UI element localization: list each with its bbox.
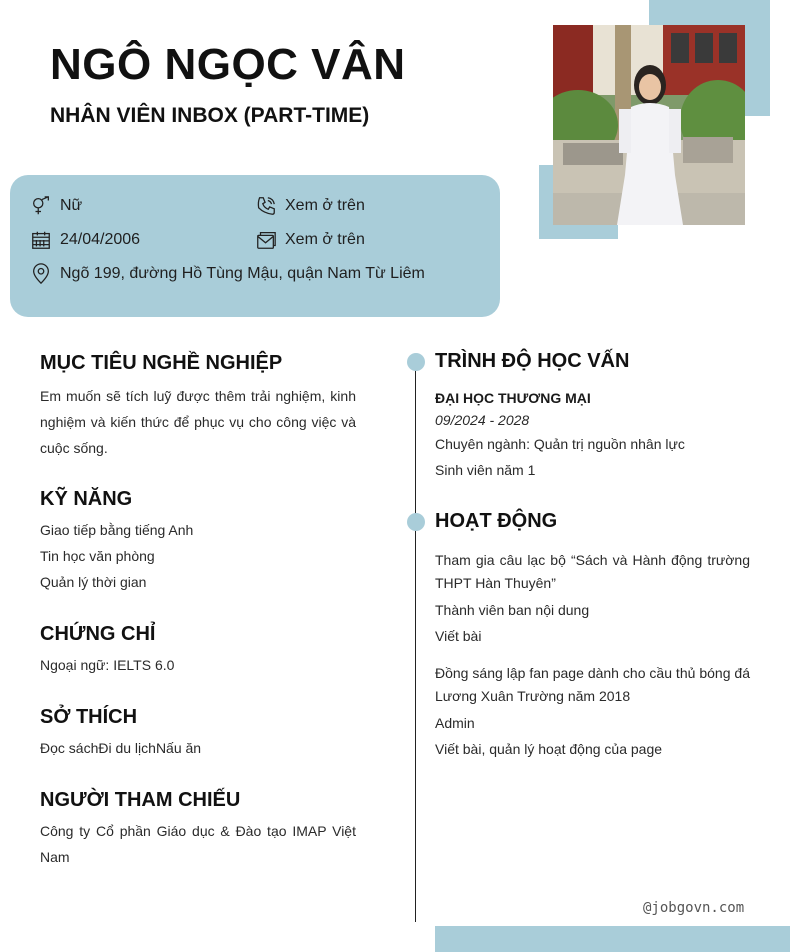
activity-item: [435, 549, 750, 649]
skill-item: Giao tiếp bằng tiếng Anh: [40, 522, 194, 538]
activity-desc: Viết bài: [435, 628, 482, 644]
skills-section: [40, 488, 356, 595]
skills-title: KỸ NĂNG: [40, 488, 133, 510]
certificate-item: Ngoại ngữ: IELTS 6.0: [40, 657, 175, 673]
job-position: NHÂN VIÊN INBOX (PART-TIME): [50, 104, 370, 127]
contact-phone: [255, 195, 365, 217]
objective-text: Em muốn sẽ tích luỹ được thêm trải nghiệm, kinh nghiệm và kiến thức để phục vụ cho công việc và cuộc sống.: [40, 388, 356, 456]
address-value: Ngõ 199, đường Hồ Tùng Mậu, quận Nam Từ Liêm: [60, 265, 425, 282]
footer-bar: [435, 926, 790, 952]
calendar-icon: [30, 229, 52, 251]
activity-name: Đồng sáng lập fan page dành cho cầu thủ bóng đá Lương Xuân Trường năm 2018: [435, 665, 750, 704]
education-year: Sinh viên năm 1: [435, 462, 536, 478]
hobbies-title: SỞ THÍCH: [40, 706, 138, 728]
email-value: Xem ở trên: [285, 231, 365, 248]
hobbies-text: Đọc sáchĐi du lịchNấu ăn: [40, 740, 202, 756]
watermark: @jobgovn.com: [643, 900, 745, 916]
education-section: [435, 350, 750, 483]
education-major: Chuyên ngành: Quản trị nguồn nhân lực: [435, 436, 685, 452]
activity-name: Tham gia câu lạc bộ “Sách và Hành động trường THPT Hàn Thuyên”: [435, 552, 750, 591]
school-name: ĐẠI HỌC THƯƠNG MẠI: [435, 390, 591, 406]
location-pin-icon: [30, 263, 52, 285]
activity-role: Thành viên ban nội dung: [435, 602, 590, 618]
gender-icon: [30, 195, 52, 217]
references-text: Công ty Cổ phần Giáo dục & Đào tạo IMAP Việt Nam: [40, 823, 356, 865]
skill-item: Tin học văn phòng: [40, 548, 155, 564]
activities-title: HOẠT ĐỘNG: [435, 510, 558, 532]
contact-address: [30, 263, 425, 285]
objective-title: MỤC TIÊU NGHỀ NGHIỆP: [40, 352, 283, 374]
objective-section: [40, 352, 356, 461]
references-section: [40, 789, 356, 870]
phone-value: Xem ở trên: [285, 197, 365, 214]
timeline-dot-activities: [407, 513, 425, 531]
timeline-line: [415, 362, 416, 922]
contact-gender: [30, 195, 82, 217]
education-period: 09/2024 - 2028: [435, 412, 530, 428]
references-title: NGƯỜI THAM CHIẾU: [40, 789, 241, 811]
skill-item: Quản lý thời gian: [40, 574, 147, 590]
activity-desc: Viết bài, quản lý hoạt động của page: [435, 741, 663, 757]
activities-section: [435, 510, 750, 762]
gender-value: Nữ: [60, 197, 83, 214]
profile-photo: [553, 25, 745, 225]
activity-item: [435, 662, 750, 762]
mail-icon: [255, 229, 277, 251]
contact-panel: [10, 175, 500, 317]
education-title: TRÌNH ĐỘ HỌC VẤN: [435, 350, 630, 372]
certificates-section: [40, 623, 356, 678]
contact-birthday: [30, 229, 140, 251]
timeline-dot-education: [407, 353, 425, 371]
phone-icon: [255, 195, 277, 217]
candidate-name: NGÔ NGỌC VÂN: [50, 40, 406, 89]
contact-email: [255, 229, 365, 251]
certificates-title: CHỨNG CHỈ: [40, 623, 156, 645]
hobbies-section: [40, 706, 356, 761]
activity-role: Admin: [435, 715, 475, 731]
birthday-value: 24/04/2006: [60, 231, 141, 248]
